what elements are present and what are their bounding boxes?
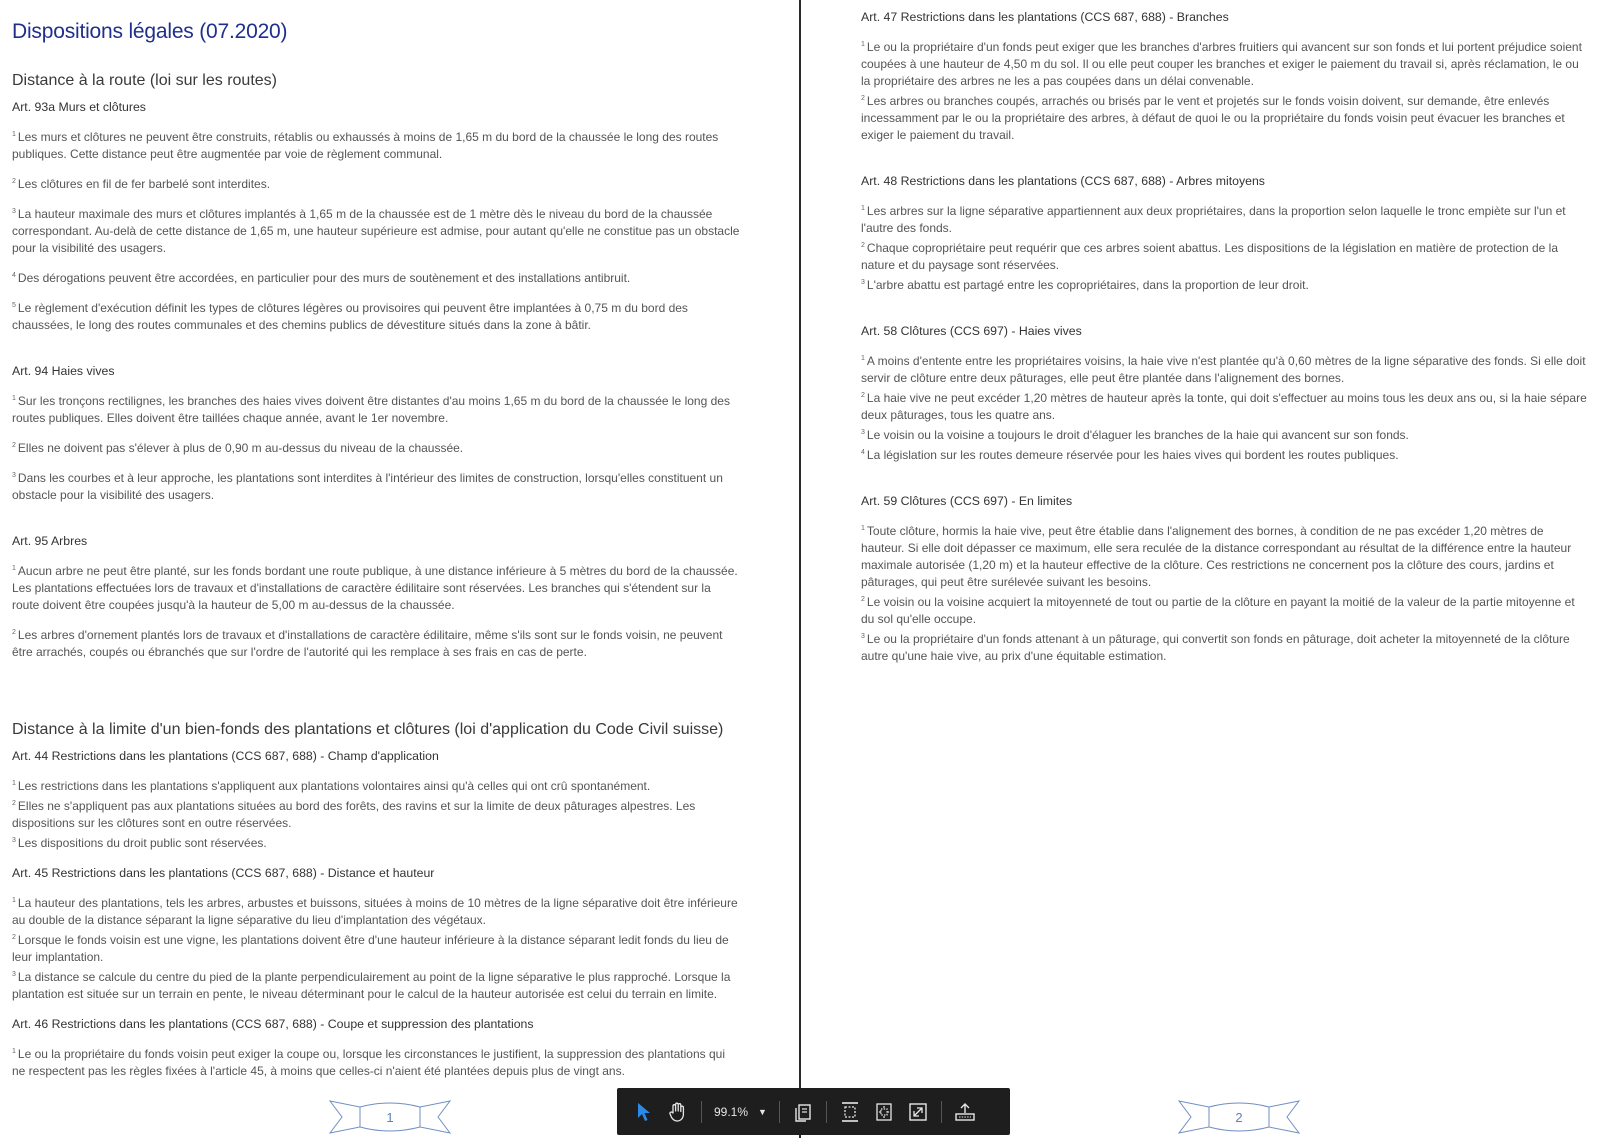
fit-page-button[interactable] [833,1095,867,1129]
document-page-2 [803,0,1600,1138]
paragraph-number: 2 [12,442,16,449]
page-number-badge-1 [328,1097,452,1137]
paragraph: $^1$ Aucun arbre ne peut être planté, sur les fonds bordant une route publique, à une distance inférieure à 5 mètres du bord de la chaussée. Les plantations effectuées lors de travaux et d'installations de caractère édilitaire sont réservées. Les branches qui s'étendent sur la route doivent être coupées jusqu'à la hauteur de 5,00 m au-dessus de la chaussée. [12,564,738,612]
paragraph: $^2$ Les clôtures en fil de fer barbelé sont interdites. [12,177,271,191]
paragraph: $^3$ Les dispositions du droit public sont réservées. [12,836,267,850]
article-93a [12,100,740,334]
page-number: 2 [1235,1110,1243,1125]
article-59 [861,494,1590,665]
article-heading: Art. 95 Arbres [12,534,88,548]
article-heading: Art. 59 Clôtures (CCS 697) - En limites [861,494,1073,508]
paragraph: $^1$ Les restrictions dans les plantations s'appliquent aux plantations volontaires ainsi qu'à celles qui ont crû spontanément. [12,779,651,793]
paragraph-number: 3 [861,633,865,640]
paragraph-number: 2 [861,596,865,603]
article-heading: Art. 47 Restrictions dans les plantations (CCS 687, 688) - Branches [861,10,1229,24]
article-heading: Art. 93a Murs et clôtures [12,100,146,114]
article-heading: Art. 48 Restrictions dans les plantations (CCS 687, 688) - Arbres mitoyens [861,174,1265,188]
paragraph: $^2$ Elles ne s'appliquent pas aux plantations situées au bord des forêts, des ravins et sur la limite de deux pâturages alpestres. Les dispositions sur les clôtures sont en outre réservées. [12,799,696,830]
paragraph-number: 3 [12,971,16,978]
toolbar-separator [941,1101,942,1123]
page-layout-button[interactable] [786,1095,820,1129]
paragraph: $^2$ Elles ne doivent pas s'élever à plus de 0,90 m au-dessus du niveau de la chaussée. [12,441,464,455]
paragraph-number: 2 [12,934,16,941]
section-title-road-distance: Distance à la route (loi sur les routes) [12,72,277,89]
paragraph-number: 1 [861,41,865,48]
select-pointer-icon [635,1102,653,1122]
paragraph: $^2$ La haie vive ne peut excéder 1,20 mètres de hauteur après la tonte, qui doit s'effectuer au moins tous les deux ans ou, si la haie sépare deux pâturages, tous les quatre ans. [861,391,1587,422]
paragraph-number: 2 [12,629,16,636]
article-heading: Art. 58 Clôtures (CCS 697) - Haies vives [861,324,1082,338]
paragraph-number: 2 [861,392,865,399]
crop-icon [874,1102,894,1122]
fit-page-icon [840,1101,860,1123]
paragraph-number: 1 [12,395,16,402]
toolbar-separator [779,1101,780,1123]
zoom-level: 99.1% [714,1104,749,1119]
paragraph-number: 1 [12,780,16,787]
fullscreen-button[interactable] [901,1095,935,1129]
crop-button[interactable] [867,1095,901,1129]
article-46 [12,1017,740,1080]
export-icon [954,1102,976,1122]
paragraph: $^2$ Le voisin ou la voisine acquiert la mitoyenneté de tout ou partie de la clôture en payant la moitié de la valeur de la partie mitoyenne et du sol qu'elle occupe. [861,595,1575,626]
article-48 [861,174,1590,294]
article-94 [12,364,740,504]
paragraph: $^3$ Dans les courbes et à leur approche, les plantations sont interdites à l'intérieur des limites de construction, lorsqu'elles constituent un obstacle pour la visibilité des usagers. [12,471,723,502]
paragraph: $^1$ Les murs et clôtures ne peuvent être construits, rétablis ou exhaussés à moins de 1,65 m du bord de la chaussée le long des routes publiques. Cette distance peut être augmentée par voie de règlement communal. [12,130,719,161]
paragraph: $^3$ La distance se calcule du centre du pied de la plante perpendiculairement au point de la ligne séparative le plus rapproché. Lorsque la plantation est située sur un terrain en pente, le niveau déterminant pour le calcul de la hauteur autorisée est celui du terrain en limite. [12,970,731,1001]
paragraph-number: 4 [12,272,16,279]
paragraph: $^1$ La hauteur des plantations, tels les arbres, arbustes et buissons, situées à moins de 10 mètres de la ligne séparative doit être inférieure au double de la distance séparant la ligne séparative du lieu d'implantation des végétaux. [12,896,738,927]
document-title: Dispositions légales (07.2020) [12,20,288,43]
paragraph: $^1$ A moins d'entente entre les propriétaires voisins, la haie vive n'est plantée qu'à 0,60 mètres de la ligne séparative des fonds. Si elle doit servir de clôture entre deux pâturages, elle peut être plantée dans l'alignement des bornes. [861,354,1586,385]
paragraph-number: 3 [12,208,16,215]
paragraph: $^1$ Le ou la propriétaire d'un fonds peut exiger que les branches d'arbres fruitiers qui avancent sur son fonds et lui portent préjudice soient coupées à une hauteur de 4,50 m du sol. Il ou elle peut couper les branches et exiger le paiement du travail si, après réclamation, le ou la propriétaire des arbres ne les a pas coupées dans un délai convenable. [861,40,1582,88]
page-number: 1 [386,1110,394,1125]
paragraph-number: 5 [12,302,16,309]
paragraph-number: 1 [861,355,865,362]
article-45 [12,866,740,1003]
select-tool-button[interactable] [627,1095,661,1129]
section-title-boundary-distance: Distance à la limite d'un bien-fonds des plantations et clôtures (loi d'application du Code Civil suisse) [12,721,724,738]
article-44 [12,749,740,852]
paragraph-number: 3 [861,429,865,436]
paragraph: $^2$ Lorsque le fonds voisin est une vigne, les plantations doivent être d'une hauteur inférieure à la distance séparant ledit fonds du lieu de leur implantation. [12,933,729,964]
paragraph-number: 1 [12,1048,16,1055]
paragraph-number: 4 [861,449,865,456]
hand-pan-icon [667,1101,689,1123]
paragraph-number: 2 [861,242,865,249]
paragraph: $^5$ Le règlement d'exécution définit les types de clôtures légères ou provisoires qui peuvent être implantées à 0,75 m du bord des chaussées, le long des routes communales et des chemins publics de dévestiture situés dans la zone à bâtir. [12,301,688,332]
page-divider [799,0,801,1138]
paragraph-number: 3 [12,472,16,479]
article-95 [12,534,740,661]
paragraph-number: 1 [12,565,16,572]
fullscreen-icon [908,1102,928,1122]
paragraph: $^3$ La hauteur maximale des murs et clôtures implantés à 1,65 m de la chaussée est de 1 mètre dès le niveau du bord de la chaussée correspondant. Au-delà de cette distance de 1,65 m, une hauteur supérieure est admise, pour autant qu'elle ne constitue pas un obstacle pour la visibilité des usagers. [12,207,740,255]
page-number-badge-2 [1177,1097,1301,1137]
article-heading: Art. 46 Restrictions dans les plantations (CCS 687, 688) - Coupe et suppression des plantations [12,1017,534,1031]
pan-tool-button[interactable] [661,1095,695,1129]
zoom-dropdown-caret-icon: ▼ [758,1106,767,1117]
article-heading: Art. 44 Restrictions dans les plantations (CCS 687, 688) - Champ d'application [12,749,439,763]
paragraph: $^3$ Le ou la propriétaire d'un fonds attenant à un pâturage, qui convertit son fonds en pâturage, doit acheter la mitoyenneté de la clôture autre qu'une haie vive, au prix d'une équitable estimation. [861,632,1570,663]
paragraph-number: 1 [861,205,865,212]
page-copy-icon [793,1102,813,1122]
article-47 [861,10,1590,144]
paragraph: $^1$ Les arbres sur la ligne séparative appartiennent aux deux propriétaires, dans la proportion selon laquelle le tronc empiète sur l'un et l'autre des fonds. [861,204,1566,235]
paragraph-number: 1 [12,897,16,904]
article-heading: Art. 94 Haies vives [12,364,115,378]
paragraph-number: 1 [12,131,16,138]
article-58 [861,324,1590,464]
paragraph: $^3$ L'arbre abattu est partagé entre les copropriétaires, dans la proportion de leur droit. [861,278,1309,292]
paragraph: $^4$ Des dérogations peuvent être accordées, en particulier pour des murs de soutènement et des installations antibruit. [12,271,631,285]
export-button[interactable] [948,1095,982,1129]
viewer-toolbar [617,1088,1010,1135]
paragraph-number: 1 [861,525,865,532]
article-heading: Art. 45 Restrictions dans les plantations (CCS 687, 688) - Distance et hauteur [12,866,435,880]
paragraph: $^4$ La législation sur les routes demeure réservée pour les haies vives qui bordent les routes publiques. [861,448,1399,462]
paragraph: $^1$ Le ou la propriétaire du fonds voisin peut exiger la coupe ou, lorsque les circonstances le justifient, la suppression des plantations qui ne respectent pas les règles fixées à l'article 45, à moins que celles-ci n'aient été plantées depuis plus de vingt ans. [12,1047,725,1078]
paragraph-number: 3 [12,837,16,844]
toolbar-separator [826,1101,827,1123]
paragraph: $^2$ Les arbres ou branches coupés, arrachés ou brisés par le vent et projetés sur le fonds voisin doivent, sur demande, être enlevés incessamment par le ou la propriétaire des arbres, à défaut de quoi le ou la propriétaire du fonds voisin peut évacuer les branches et exiger le paiement du travail. [861,94,1565,142]
paragraph: $^1$ Toute clôture, hormis la haie vive, peut être établie dans l'alignement des bornes, à condition de ne pas excéder 1,20 mètres de hauteur. Si elle doit dépasser ce maximum, elle sera reculée de la distance correspondant au résultat de la différence entre la hauteur maximale autorisée (1,20 m) et la hauteur effective de la clôture. Ces restrictions ne concernent pos la clôture des cours, jardins et pâturages, qui peut être surélevée suivant les besoins. [861,524,1572,589]
paragraph-number: 3 [861,279,865,286]
paragraph: $^1$ Sur les tronçons rectilignes, les branches des haies vives doivent être distantes d'au moins 1,65 m du bord de la chaussée le long des routes publiques. Elles doivent être taillées chaque année, avant le 1er novembre. [12,394,730,425]
paragraph-number: 2 [12,800,16,807]
toolbar-separator [701,1101,702,1123]
zoom-dropdown[interactable] [708,1095,773,1129]
paragraph: $^2$ Les arbres d'ornement plantés lors de travaux et d'installations de caractère édilitaire, même s'ils sont sur le fonds voisin, ne peuvent être arrachés, coupés ou ébranchés que sur l'ordre de l'autorité qui les remplace à ses frais en cas de perte. [12,628,723,659]
paragraph-number: 2 [861,95,865,102]
paragraph-number: 2 [12,178,16,185]
paragraph: $^2$ Chaque copropriétaire peut requérir que ces arbres soient abattus. Les dispositions de la législation en matière de protection de la nature et du paysage sont réservées. [861,241,1558,272]
paragraph: $^3$ Le voisin ou la voisine a toujours le droit d'élaguer les branches de la haie qui avancent sur son fonds. [861,428,1409,442]
